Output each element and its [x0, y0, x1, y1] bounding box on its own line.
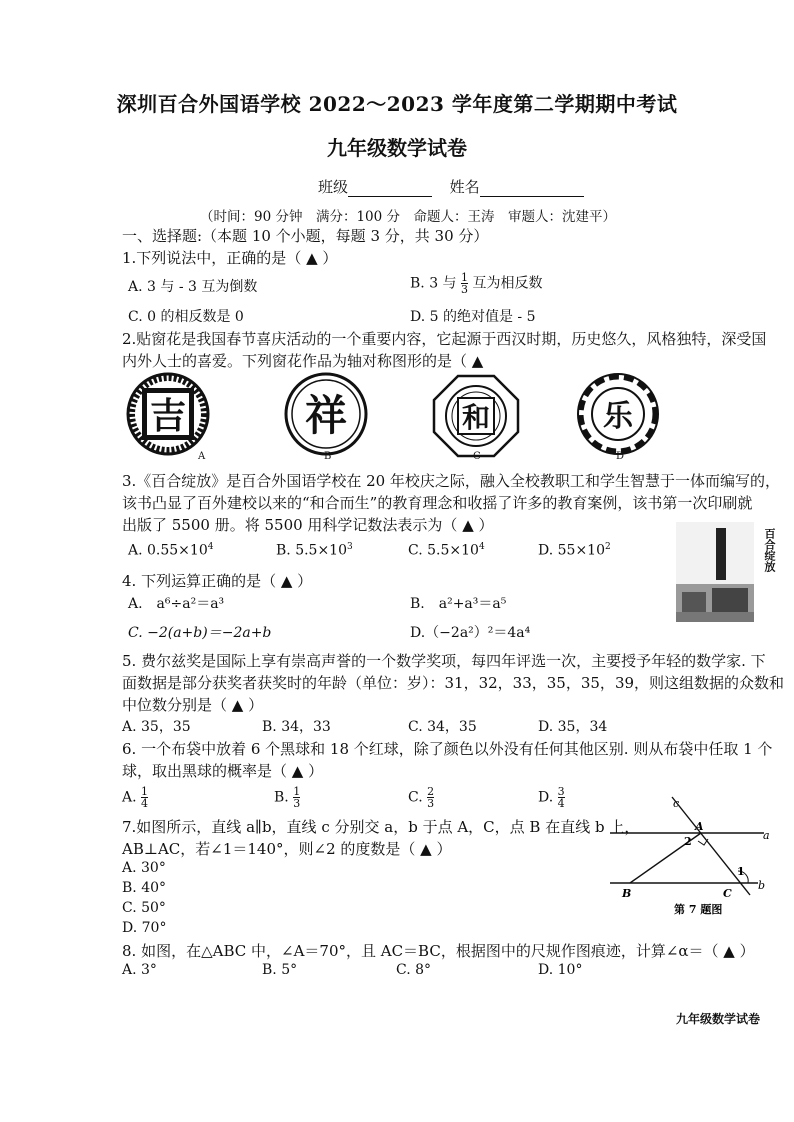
q3-line3: 出版了 5500 册。将 5500 用科学记数法表示为（ ▲ ） — [122, 516, 494, 534]
q6-option-b[interactable] — [274, 786, 300, 809]
fraction-numerator: 3 — [557, 785, 565, 798]
q1-stem: 1.下列说法中，正确的是（ ▲ ） — [122, 249, 338, 267]
q3-option-d-base: D. 55×10 — [538, 542, 605, 559]
q3-option-d-exp: 2 — [605, 542, 611, 552]
q8-option-c[interactable]: C. 8° — [396, 962, 432, 978]
class-label: 班级 — [318, 178, 349, 196]
q1-option-d[interactable]: D. 5 的绝对值是 - 5 — [410, 309, 536, 325]
q6-line1: 6. 一个布袋中放着 6 个黑球和 18 个红球，除了颜色以外没有任何其他区别. 则从布袋中任取 1 个 — [122, 740, 773, 758]
school-title: 深圳百合外国语学校 2022～2023 学年度第二学期期中考试 — [116, 92, 678, 116]
q3-option-c-exp: 4 — [478, 542, 485, 552]
label-line-a: a — [763, 829, 770, 842]
q4-option-c[interactable]: C. −2(a+b)＝−2a+b — [128, 625, 272, 641]
q7-option-c[interactable]: C. 50° — [122, 900, 166, 916]
window-flower-c-image[interactable] — [430, 370, 526, 460]
q6-option-d[interactable] — [538, 786, 565, 809]
section-heading: 一、选择题:（本题 10 个小题，每题 3 分，共 30 分） — [122, 227, 489, 245]
q3-option-b-exp: 3 — [347, 542, 353, 552]
q1-option-b-post: 互为相反数 — [472, 275, 543, 292]
window-flower-a-char: 吉 — [149, 396, 187, 437]
q3-option-a-exp: 4 — [207, 542, 214, 552]
label-d: D — [616, 451, 625, 462]
window-flower-a-image[interactable] — [122, 370, 218, 460]
student-info-row — [318, 176, 584, 197]
q6-option-b-fraction — [293, 786, 300, 809]
fraction-numerator: 2 — [427, 785, 435, 798]
page-footer: 九年级数学试卷 — [676, 1012, 761, 1026]
q3-option-b-base: B. 5.5×10 — [276, 542, 347, 559]
q7-option-b[interactable]: B. 40° — [122, 880, 167, 896]
q6-line2: 球，取出黑球的概率是（ ▲ ） — [122, 762, 324, 780]
q7-line1: 7.如图所示，直线 a∥b，直线 c 分别交 a，b 于点 A，C，点 B 在直线 b 上， — [122, 818, 640, 836]
q1-option-a[interactable]: A. 3 与 - 3 互为倒数 — [128, 279, 258, 295]
q8-option-a[interactable]: A. 3° — [122, 962, 157, 978]
q1-option-c[interactable]: C. 0 的相反数是 0 — [128, 309, 244, 325]
book-cover-image — [676, 522, 776, 622]
fraction-denominator: 3 — [461, 283, 468, 296]
q3-option-b[interactable] — [276, 542, 353, 559]
q3-option-a-base: A. 0.55×10 — [128, 542, 208, 559]
fraction-numerator: 1 — [461, 271, 468, 284]
label-b: B — [324, 451, 332, 462]
q5-option-c[interactable]: C. 34，35 — [408, 719, 477, 735]
label-a: A — [198, 451, 206, 462]
q5-option-a[interactable]: A. 35，35 — [122, 719, 191, 735]
q5-option-d[interactable]: D. 35，34 — [538, 719, 608, 735]
q7-figure-caption: 第 7 题图 — [674, 903, 723, 916]
label-line-c: c — [673, 797, 680, 810]
q6-option-a-fraction — [141, 786, 148, 809]
window-flower-d-image[interactable] — [572, 370, 668, 460]
q6-option-c[interactable] — [408, 786, 434, 809]
window-flower-d-char: 乐 — [603, 399, 633, 434]
q5-line3: 中位数分别是（ ▲ ） — [122, 696, 264, 714]
q7-option-a[interactable]: A. 30° — [122, 860, 166, 876]
label-angle-1: 1 — [737, 865, 745, 878]
subject-title: 九年级数学试卷 — [327, 136, 467, 160]
window-flower-b-char: 祥 — [304, 391, 348, 440]
class-field[interactable] — [348, 182, 432, 197]
fraction-denominator: 3 — [293, 797, 301, 810]
q6-option-a-label: A. — [122, 789, 137, 806]
fraction-numerator: 1 — [141, 785, 149, 798]
fraction-denominator: 4 — [141, 797, 149, 810]
fraction-numerator: 1 — [293, 785, 301, 798]
q1-option-b-pre: B. 3 与 — [410, 275, 457, 292]
q8-option-d[interactable]: D. 10° — [538, 962, 583, 978]
q3-option-a[interactable] — [128, 542, 213, 559]
q8-option-b[interactable]: B. 5° — [262, 962, 298, 978]
window-flower-c-char: 和 — [461, 401, 491, 434]
q4-option-a[interactable]: A. a⁶÷a²＝a³ — [128, 596, 225, 612]
q3-line1: 3.《百合绽放》是百合外国语学校在 20 年校庆之际，融入全校教职工和学生智慧于一体而编写的， — [122, 472, 780, 490]
q7-line2: AB⊥AC，若∠1＝140°，则∠2 的度数是（ ▲ ） — [122, 840, 452, 858]
q5-line1: 5. 费尔兹奖是国际上享有崇高声誉的一个数学奖项，每四年评选一次，主要授予年轻的数学家. 下 — [122, 652, 766, 670]
q5-option-b[interactable]: B. 34，33 — [262, 719, 331, 735]
q3-option-c-base: C. 5.5×10 — [408, 542, 479, 559]
q7-option-d[interactable]: D. 70° — [122, 920, 167, 936]
q3-line2: 该书凸显了百外建校以来的“和合而生”的教育理念和收摇了许多的教育案例，该书第一次印刷就 — [122, 494, 753, 512]
name-label: 姓名 — [449, 178, 480, 196]
label-point-a: A — [695, 820, 704, 833]
q6-option-c-fraction — [427, 786, 434, 809]
label-angle-2: 2 — [684, 835, 692, 848]
label-line-b: b — [758, 879, 766, 892]
q3-option-c[interactable] — [408, 542, 485, 559]
q2-line1: 2.贴窗花是我国春节喜庆活动的一个重要内容，它起源于西汉时期，历史悠久，风格独特，深受国 — [122, 330, 767, 348]
q4-stem: 4. 下列运算正确的是（ ▲ ） — [122, 572, 313, 590]
q1-option-b[interactable] — [410, 272, 542, 295]
label-point-c: C — [723, 887, 732, 900]
exam-info: （时间：90 分钟 满分：100 分 命题人：王涛 审题人：沈建平） — [200, 209, 617, 225]
q6-option-a[interactable] — [122, 786, 148, 809]
q6-option-c-label: C. — [408, 789, 423, 806]
book-title: 百合绽放 — [732, 528, 776, 541]
label-point-b: B — [622, 887, 632, 900]
fraction-denominator: 3 — [427, 797, 435, 810]
q6-option-b-label: B. — [274, 789, 289, 806]
name-field[interactable] — [480, 182, 584, 197]
window-flower-b-image[interactable] — [280, 370, 376, 460]
q6-option-d-fraction — [558, 786, 565, 809]
q4-option-d[interactable]: D.（−2a²）²＝4a⁴ — [410, 625, 531, 641]
q3-option-d[interactable] — [538, 542, 611, 559]
q1-option-b-fraction — [461, 272, 468, 295]
q6-option-d-label: D. — [538, 789, 554, 806]
label-c: C — [473, 451, 481, 462]
q7-figure — [600, 795, 772, 920]
q2-line2: 内外人士的喜爱。下列窗花作品为轴对称图形的是（ ▲ — [122, 352, 484, 370]
q4-option-b[interactable]: B. a²+a³＝a⁵ — [410, 596, 507, 612]
q5-line2: 面数据是部分获奖者获奖时的年龄（单位：岁）：31，32，33，35，35，39，则这组数据的众数和 — [122, 674, 785, 692]
q8-stem: 8. 如图，在△ABC 中，∠A＝70°，且 AC＝BC，根据图中的尺规作图痕迹，计算∠α＝（ ▲ ） — [122, 942, 755, 960]
fraction-denominator: 4 — [557, 797, 565, 810]
